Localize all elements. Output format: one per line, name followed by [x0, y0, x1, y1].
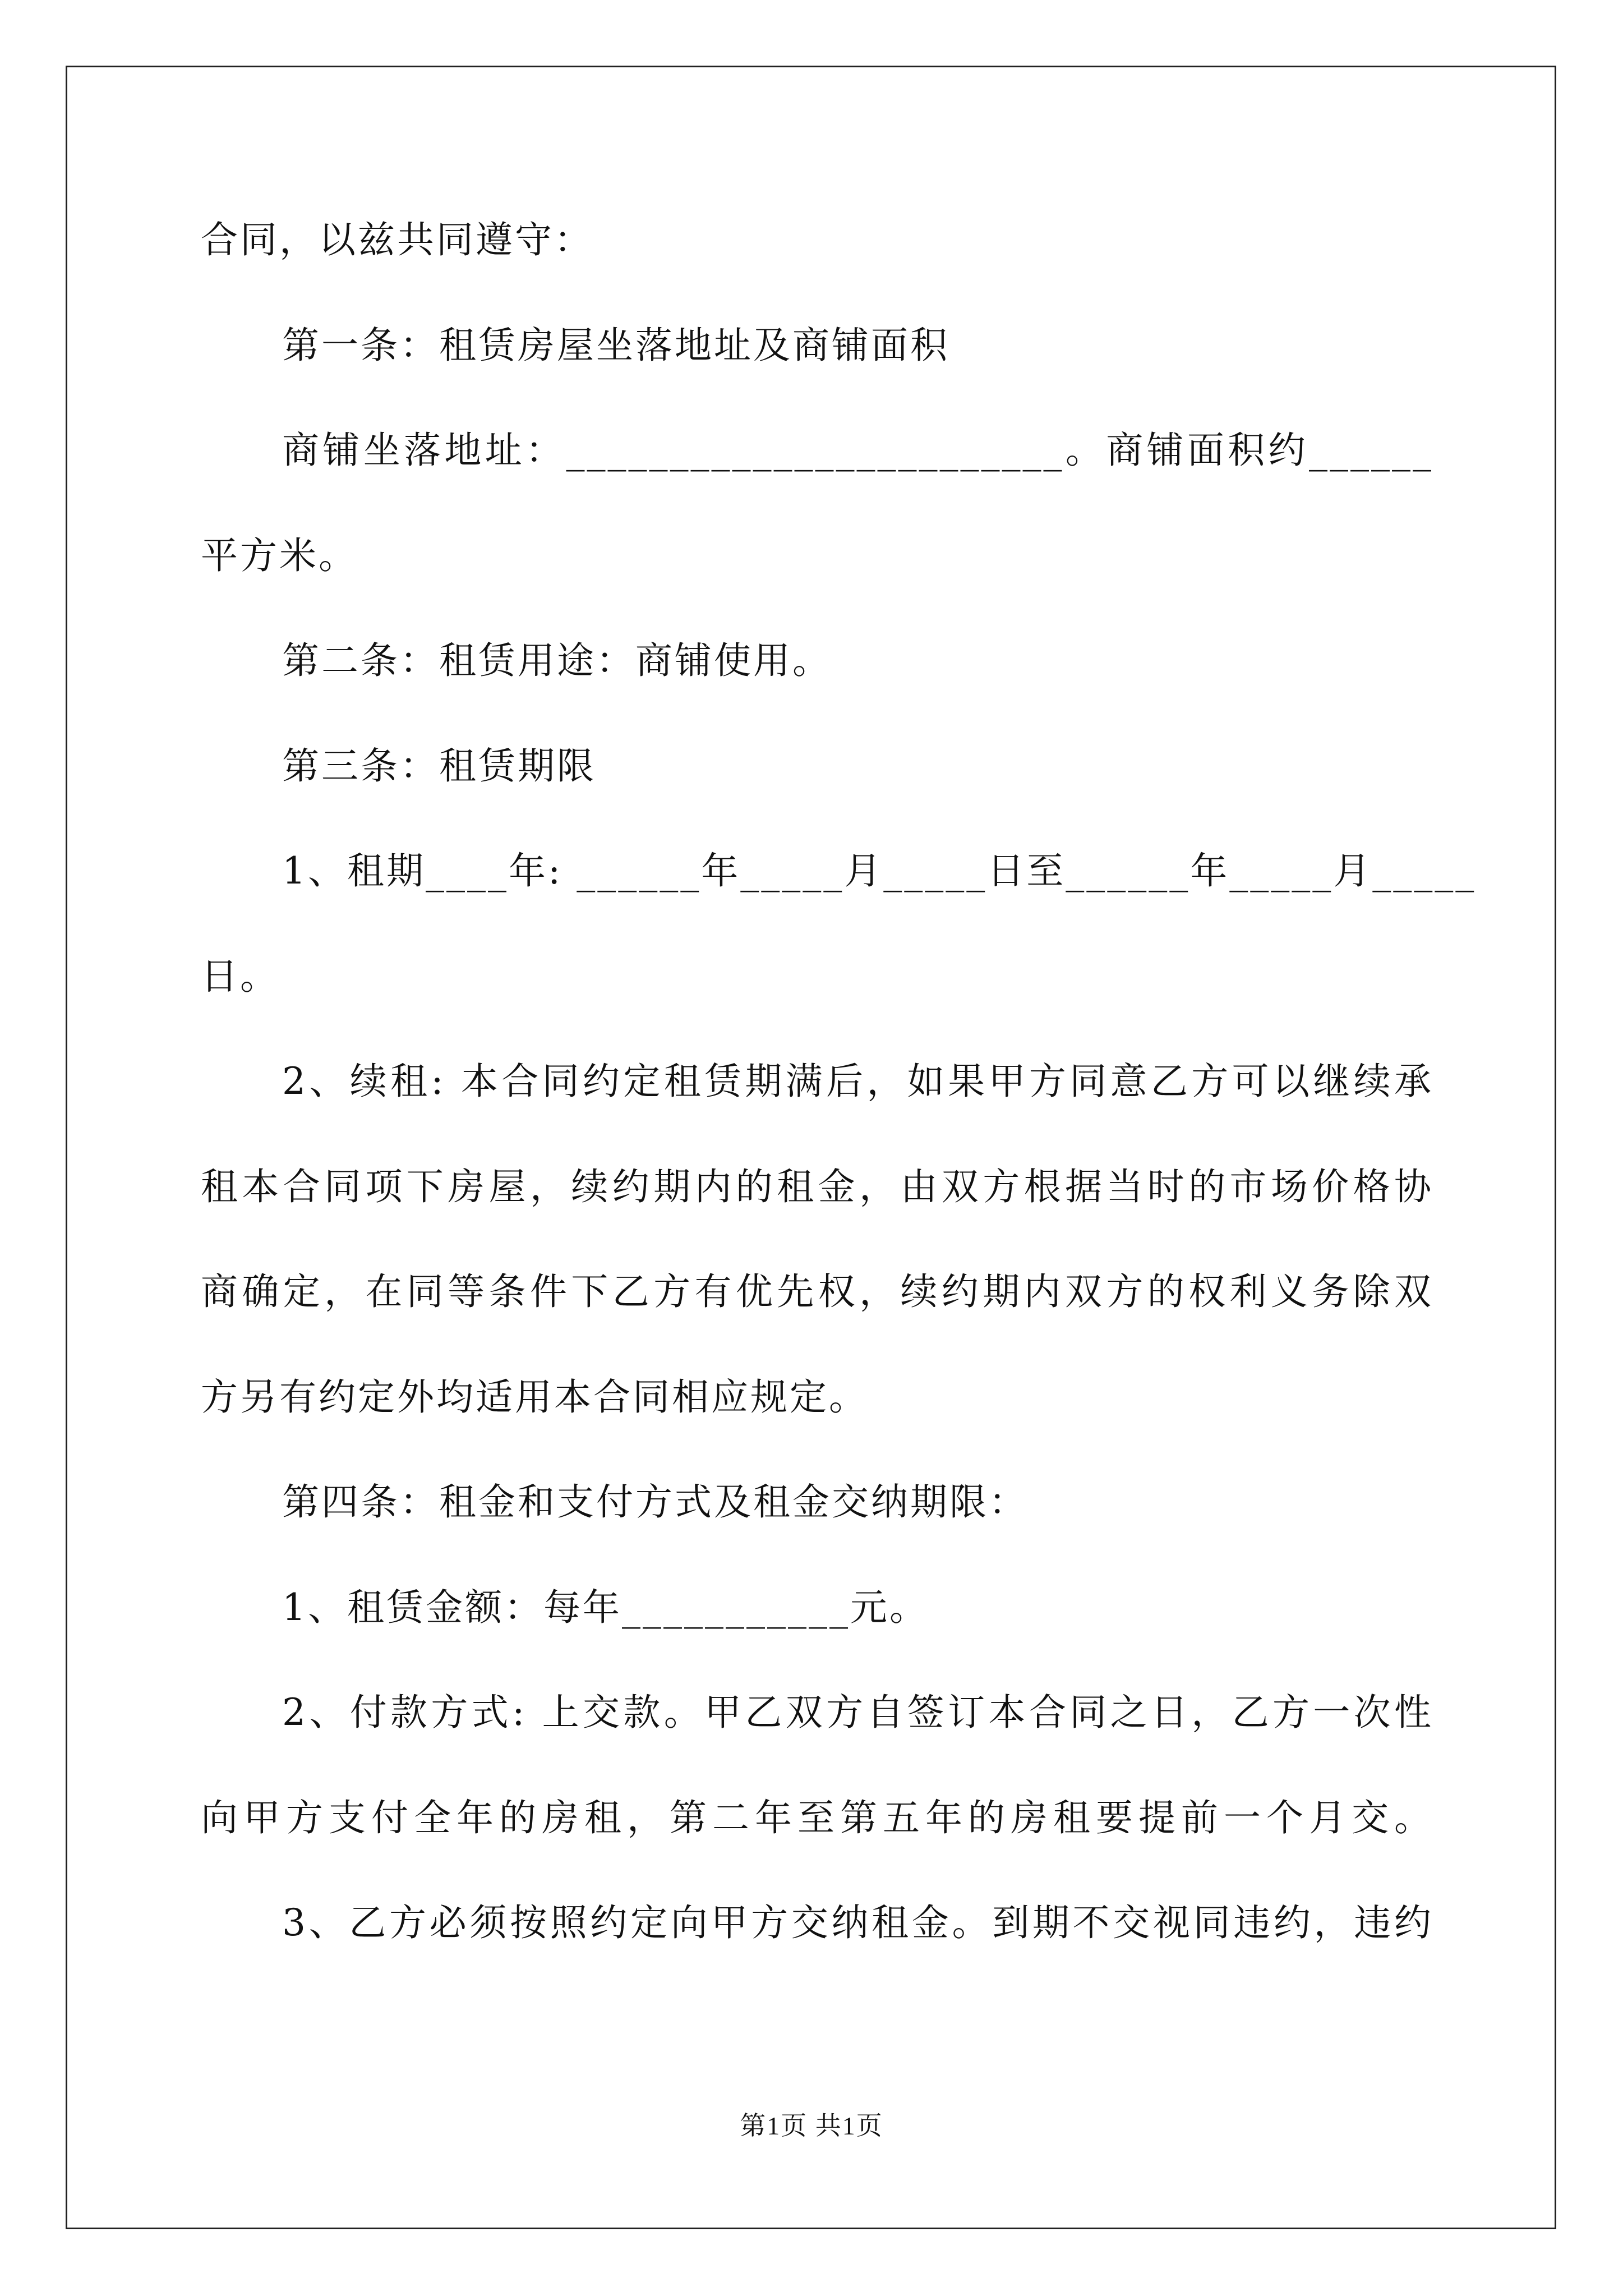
text-line: 商确定，在同等条件下乙方有优先权，续约期内双方的权利义务除双	[201, 1270, 1433, 1313]
page-number-footer: 第1页 共1页	[740, 2111, 883, 2140]
text-line: 2、付款方式: 上交款。甲乙双方自签订本合同之日，乙方一次性	[282, 1691, 1433, 1734]
text-line: 1、租期____年: ______年_____月_____日至______年_____月_____	[282, 849, 1477, 892]
text-line: 2、续租: 本合同约定租赁期满后，如果甲方同意乙方可以继续承	[282, 1060, 1433, 1103]
article-heading: 第一条：租赁房屋坐落地址及商铺面积	[282, 324, 949, 367]
text-line: 1、租赁金额：每年___________元。	[282, 1586, 929, 1629]
article-heading: 第二条：租赁用途：商铺使用。	[282, 639, 832, 682]
article-heading: 第三条：租赁期限	[282, 744, 596, 788]
text-line: 方另有约定外均适用本合同相应规定。	[201, 1375, 868, 1419]
article-heading: 第四条：租金和支付方式及租金交纳期限：	[282, 1480, 1028, 1524]
text-line: 平方米。	[201, 534, 358, 577]
text-line: 合同，以兹共同遵守：	[201, 218, 593, 261]
text-line: 租本合同项下房屋，续约期内的租金，由双方根据当时的市场价格协	[201, 1165, 1433, 1208]
text-line: 3、乙方必须按照约定向甲方交纳租金。到期不交视同违约，违约	[282, 1901, 1433, 1944]
text-line: 商铺坐落地址：________________________。商铺面积约______	[282, 429, 1433, 472]
text-line: 日。	[201, 955, 279, 998]
text-line: 向甲方支付全年的房租，第二年至第五年的房租要提前一个月交。	[201, 1796, 1433, 1839]
